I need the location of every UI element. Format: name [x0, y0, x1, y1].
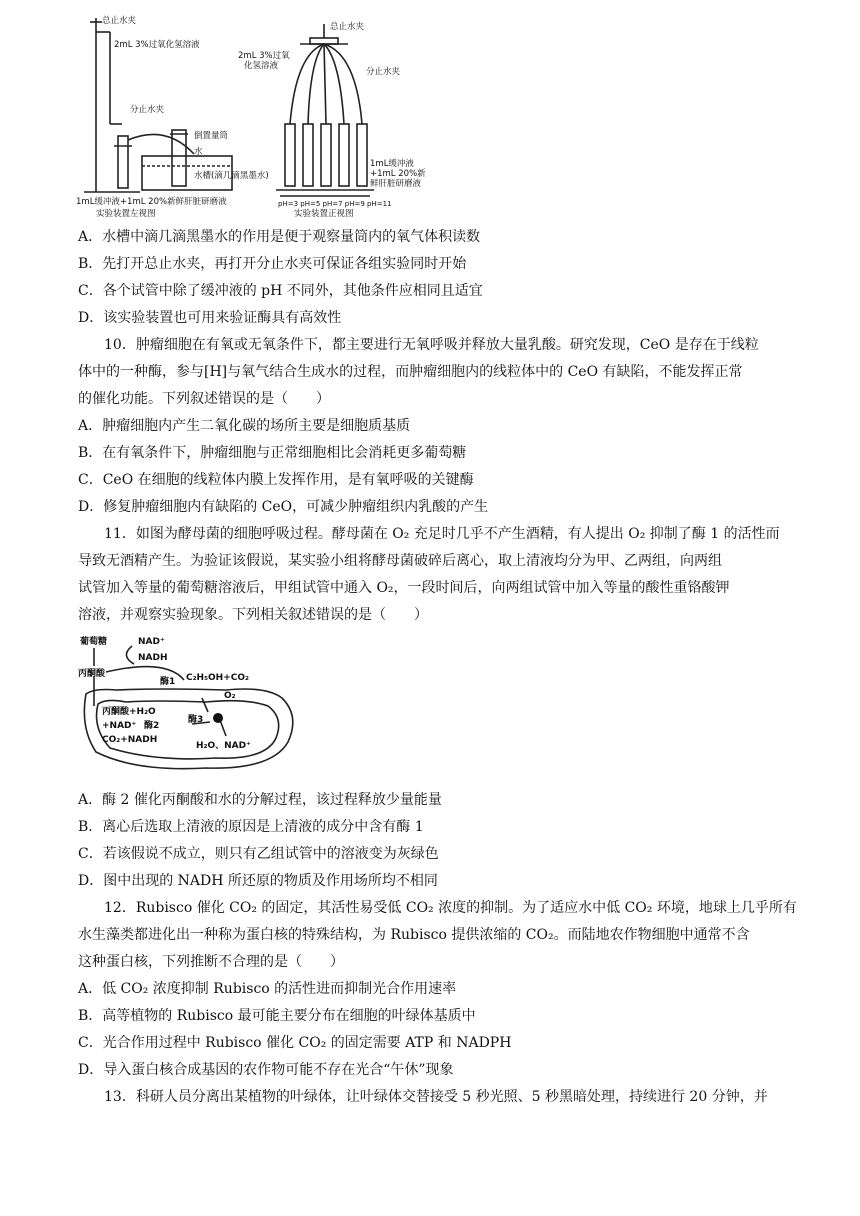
q11-stem-2: 导致无酒精产生。为验证该假说，某实验小组将酵母菌破碎后离心，取上清液均分为甲、乙两组，向两组: [78, 553, 722, 569]
q11-stem-3: 试管加入等量的葡萄糖溶液后，甲组试管中通入 O₂，一段时间后，向两组试管中加入等量的酸性重铬酸钾: [78, 580, 730, 596]
products-label: H₂O、NAD⁺: [196, 741, 251, 751]
q11-stem-4: 溶液，并观察实验现象。下列相关叙述错误的是（ ）: [78, 607, 428, 623]
label-h2o2-right-1: 2mL 3%过氧: [238, 51, 290, 61]
q10-stem-2: 体中的一种酶，参与[H]与氧气结合生成水的过程，而肿瘤细胞内的线粒体中的 CeO 有缺陷，不能发挥正常: [78, 364, 743, 380]
q11-stem-1: 11．如图为酵母菌的细胞呼吸过程。酵母菌在 O₂ 充足时几乎不产生酒精，有人提出 O₂ 抑制了酶 1 的活性而: [104, 526, 780, 542]
label-buffer-right-2: +1mL 20%新: [370, 169, 426, 179]
q9-option-c: C．各个试管中除了缓冲液的 pH 不同外，其他条件应相同且适宜: [78, 283, 483, 299]
label-branch-clamp-right: 分止水夹: [366, 67, 401, 77]
label-h2o2-right-2: 化氢溶液: [244, 61, 279, 71]
inner-co2-nadh: CO₂+NADH: [102, 735, 158, 745]
q11-option-c: C．若该假说不成立，则只有乙组试管中的溶液变为灰绿色: [78, 846, 439, 862]
q10-option-a: A．肿瘤细胞内产生二氧化碳的场所主要是细胞质基质: [78, 418, 411, 434]
q10-stem-1: 10．肿瘤细胞在有氧或无氧条件下，都主要进行无氧呼吸并释放大量乳酸。研究发现，CeO 是存在于线粒: [104, 337, 759, 353]
q10-stem-3: 的催化功能。下列叙述错误的是（ ）: [78, 391, 330, 407]
nadh-label: NADH: [138, 653, 168, 663]
enzyme3-label: 酶3: [188, 715, 204, 725]
q12-option-b: B．高等植物的 Rubisco 最可能主要分布在细胞的叶绿体基质中: [78, 1008, 476, 1024]
left-view-caption: 实验装置左视图: [96, 209, 156, 219]
q12-stem-1: 12．Rubisco 催化 CO₂ 的固定，其活性易受低 CO₂ 浓度的抑制。为了适应水中低 CO₂ 环境，地球上几乎所有: [104, 900, 797, 916]
label-branch-clamp-left: 分止水夹: [130, 105, 165, 115]
label-trough: 水槽(滴几滴黑墨水): [194, 171, 269, 181]
label-bottom-left: 1mL缓冲液+1mL 20%新鲜肝脏研磨液: [76, 197, 227, 207]
apparatus-figure: [76, 14, 436, 220]
q12-option-c: C．光合作用过程中 Rubisco 催化 CO₂ 的固定需要 ATP 和 NADPH: [78, 1035, 512, 1051]
enzyme1-label: 酶1: [160, 677, 176, 687]
q9-option-b: B．先打开总止水夹，再打开分止水夹可保证各组实验同时开始: [78, 256, 467, 272]
label-water: 水: [194, 147, 203, 157]
enzyme2-label: 酶2: [144, 721, 160, 731]
nad-plus-label: NAD⁺: [138, 637, 165, 647]
q12-stem-2: 水生藻类都进化出一种称为蛋白核的特殊结构，为 Rubisco 提供浓缩的 CO₂。而陆地农作物细胞中通常不含: [78, 927, 750, 943]
label-cylinder: 倒置量筒: [194, 131, 229, 141]
q9-option-a: A．水槽中滴几滴黑墨水的作用是便于观察量筒内的氧气体积读数: [78, 229, 481, 245]
inner-nad-plus: +NAD⁺: [102, 721, 137, 731]
q9-option-d: D．该实验装置也可用来验证酶具有高效性: [78, 310, 342, 326]
q12-stem-3: 这种蛋白核，下列推断不合理的是（ ）: [78, 954, 344, 970]
label-buffer-right-1: 1mL缓冲液: [370, 159, 414, 169]
label-buffer-right-3: 鲜肝脏研磨液: [370, 179, 422, 189]
q11-option-d: D．图中出现的 NADH 所还原的物质及作用场所均不相同: [78, 873, 438, 889]
right-view-caption: 实验装置正视图: [294, 209, 354, 219]
q11-option-b: B．离心后选取上清液的原因是上清液的成分中含有酶 1: [78, 819, 424, 835]
q13-stem-1: 13．科研人员分离出某植物的叶绿体，让叶绿体交替接受 5 秒光照、5 秒黑暗处理，持续进行 20 分钟，并: [104, 1089, 768, 1105]
label-main-clamp-left: 总止水夹: [102, 16, 137, 26]
pyruvate-label: 丙酮酸: [78, 669, 106, 679]
label-h2o2-left: 2mL 3%过氧化氢溶液: [114, 40, 200, 50]
q12-option-d: D．导入蛋白核合成基因的农作物可能不存在光合“午休”现象: [78, 1062, 454, 1078]
ethanol-label: C₂H₅OH+CO₂: [186, 673, 249, 683]
yeast-respiration-diagram: [76, 632, 306, 782]
q11-option-a: A．酶 2 催化丙酮酸和水的分解过程，该过程释放少量能量: [78, 792, 442, 808]
inner-pyruvate-water: 丙酮酸+H₂O: [102, 707, 156, 717]
q10-option-c: C．CeO 在细胞的线粒体内膜上发挥作用，是有氧呼吸的关键酶: [78, 472, 474, 488]
label-main-clamp-right: 总止水夹: [330, 22, 365, 32]
label-ph-values: pH=3 pH=5 pH=7 pH=9 pH=11: [278, 200, 392, 208]
q10-option-b: B．在有氧条件下，肿瘤细胞与正常细胞相比会消耗更多葡萄糖: [78, 445, 467, 461]
q10-option-d: D．修复肿瘤细胞内有缺陷的 CeO，可减少肿瘤组织内乳酸的产生: [78, 499, 489, 515]
q12-option-a: A．低 CO₂ 浓度抑制 Rubisco 的活性进而抑制光合作用速率: [78, 981, 457, 997]
o2-label: O₂: [224, 691, 236, 701]
glucose-label: 葡萄糖: [80, 637, 108, 647]
